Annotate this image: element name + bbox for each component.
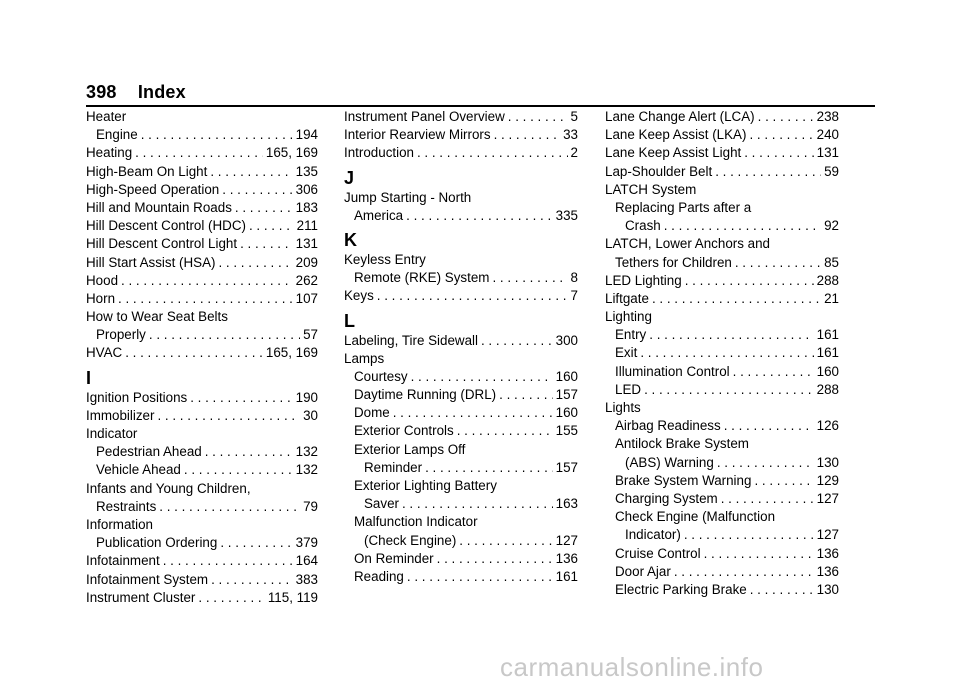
leader-dots <box>205 443 293 461</box>
index-entry <box>86 516 318 534</box>
entry-page-ref: 164 <box>295 553 318 569</box>
index-entry <box>344 332 578 350</box>
index-entry <box>86 163 318 181</box>
index-entry <box>86 407 318 425</box>
entry-label: Heating <box>86 145 133 161</box>
index-entry <box>86 344 318 362</box>
entry-label: Lane Keep Assist Light <box>605 145 742 161</box>
entry-page-ref: 130 <box>816 454 839 470</box>
index-entry <box>86 235 318 253</box>
entry-label: Immobilizer <box>86 407 155 423</box>
entry-label: America <box>354 207 404 223</box>
entry-label: Lap-Shoulder Belt <box>605 163 713 179</box>
entry-label: High-Speed Operation <box>86 181 220 197</box>
entry-label: Saver <box>364 496 399 512</box>
leader-dots <box>141 126 293 144</box>
section-letter: I <box>86 367 92 388</box>
leader-dots <box>721 490 814 508</box>
entry-page-ref: 129 <box>816 472 839 488</box>
entry-page-ref: 379 <box>295 535 318 551</box>
index-subentry <box>344 207 578 225</box>
entry-page-ref: 136 <box>816 545 839 561</box>
entry-page-ref: 194 <box>295 127 318 143</box>
index-subentry <box>344 513 578 531</box>
entry-label: Tethers for Children <box>615 254 732 270</box>
leader-dots <box>640 344 813 362</box>
index-entry <box>605 290 839 308</box>
index-entry <box>344 287 578 305</box>
index-column-3 <box>605 108 839 599</box>
entry-label: Exterior Lighting Battery <box>354 478 497 493</box>
leader-dots <box>220 534 292 552</box>
entry-label: Exit <box>615 345 638 361</box>
section-letter: J <box>344 167 355 188</box>
index-subentry <box>86 126 318 144</box>
entry-label: Illumination Control <box>615 363 730 379</box>
index-subentry <box>86 461 318 479</box>
leader-dots <box>190 389 292 407</box>
entry-label: Hill and Mountain Roads <box>86 199 232 215</box>
entry-label: Exterior Controls <box>354 423 454 439</box>
entry-label: Jump Starting - North <box>344 189 472 205</box>
index-subentry <box>605 217 839 235</box>
leader-dots <box>724 417 814 435</box>
entry-label: (Check Engine) <box>364 532 457 548</box>
leader-dots <box>249 217 294 235</box>
index-subentry <box>605 363 839 381</box>
entry-label: Indicator) <box>625 527 681 543</box>
entry-label: HVAC <box>86 345 123 361</box>
index-subentry <box>86 498 318 516</box>
index-subentry <box>605 199 839 217</box>
entry-label: Courtesy <box>354 368 408 384</box>
entry-label: Lighting <box>605 309 652 325</box>
entry-page-ref: 132 <box>295 462 318 478</box>
entry-label: Crash <box>625 218 661 234</box>
index-entry <box>344 251 578 269</box>
entry-label: Hill Descent Control Light <box>86 236 238 252</box>
entry-label: Ignition Positions <box>86 389 188 405</box>
entry-label: Entry <box>615 327 647 343</box>
entry-page-ref: 7 <box>570 288 578 304</box>
entry-page-ref: 131 <box>295 236 318 252</box>
entry-page-ref: 183 <box>295 199 318 215</box>
index-entry <box>605 235 839 253</box>
index-column-1 <box>86 108 318 607</box>
entry-page-ref: 155 <box>555 423 578 439</box>
index-entry <box>605 272 839 290</box>
index-subentry <box>605 326 839 344</box>
entry-label: Hood <box>86 272 119 288</box>
index-entry <box>344 126 578 144</box>
entry-page-ref: 157 <box>555 459 578 475</box>
page-number: 398 <box>86 82 117 102</box>
leader-dots <box>494 126 561 144</box>
page-title: Index <box>137 82 186 102</box>
entry-label: Daytime Running (DRL) <box>354 387 497 403</box>
index-entry <box>86 389 318 407</box>
leader-dots <box>235 199 293 217</box>
entry-page-ref: 79 <box>303 498 318 514</box>
leader-dots <box>735 254 821 272</box>
leader-dots <box>149 326 300 344</box>
index-entry <box>86 144 318 162</box>
entry-label: Check Engine (Malfunction <box>615 509 776 525</box>
leader-dots <box>198 589 264 607</box>
entry-label: Malfunction Indicator <box>354 514 478 530</box>
leader-dots <box>211 571 293 589</box>
leader-dots <box>733 363 814 381</box>
entry-label: Labeling, Tire Sidewall <box>344 332 478 348</box>
entry-page-ref: 160 <box>555 368 578 384</box>
index-subentry <box>344 441 578 459</box>
entry-page-ref: 33 <box>563 127 578 143</box>
entry-label: LED Lighting <box>605 272 682 288</box>
leader-dots <box>749 126 813 144</box>
entry-page-ref: 288 <box>816 272 839 288</box>
entry-page-ref: 131 <box>816 145 839 161</box>
index-subentry <box>605 545 839 563</box>
entry-page-ref: 383 <box>295 571 318 587</box>
entry-page-ref: 240 <box>816 127 839 143</box>
index-subentry <box>86 443 318 461</box>
entry-page-ref: 8 <box>570 270 578 286</box>
leader-dots <box>393 404 553 422</box>
entry-page-ref: 5 <box>570 109 578 124</box>
index-subentry <box>605 254 839 272</box>
leader-dots <box>649 326 813 344</box>
index-entry <box>86 425 318 443</box>
index-entry <box>86 108 318 126</box>
entry-label: LATCH System <box>605 181 697 197</box>
index-subentry <box>605 435 839 453</box>
entry-label: Cruise Control <box>615 545 701 561</box>
entry-page-ref: 262 <box>295 272 318 288</box>
index-column-2 <box>344 108 578 586</box>
index-subentry <box>605 381 839 399</box>
leader-dots <box>457 422 553 440</box>
index-subentry <box>344 477 578 495</box>
entry-page-ref: 161 <box>816 327 839 343</box>
entry-label: Reading <box>354 568 404 584</box>
leader-dots <box>402 495 553 513</box>
leader-dots <box>754 472 813 490</box>
leader-dots <box>499 386 553 404</box>
index-subentry <box>344 459 578 477</box>
entry-page-ref: 126 <box>816 418 839 434</box>
page-header <box>86 82 186 103</box>
entry-label: Heater <box>86 109 127 124</box>
entry-label: Remote (RKE) System <box>354 270 490 286</box>
entry-label: Infotainment System <box>86 571 209 587</box>
leader-dots <box>218 254 292 272</box>
entry-label: Vehicle Ahead <box>96 462 181 478</box>
entry-label: Publication Ordering <box>96 535 218 551</box>
entry-label: Exterior Lamps Off <box>354 441 466 457</box>
index-subentry <box>605 490 839 508</box>
index-subentry <box>344 404 578 422</box>
entry-label: Instrument Cluster <box>86 589 196 605</box>
index-subentry <box>605 344 839 362</box>
entry-label: Instrument Panel Overview <box>344 109 505 124</box>
leader-dots <box>744 144 813 162</box>
entry-page-ref: 163 <box>555 496 578 512</box>
index-subentry <box>344 568 578 586</box>
entry-page-ref: 2 <box>570 145 578 161</box>
leader-dots <box>135 144 263 162</box>
entry-page-ref: 165, 169 <box>265 145 318 161</box>
index-subentry <box>344 495 578 513</box>
entry-page-ref: 300 <box>555 332 578 348</box>
index-entry <box>86 217 318 235</box>
index-entry <box>605 181 839 199</box>
entry-label: Liftgate <box>605 290 649 306</box>
leader-dots <box>459 532 552 550</box>
leader-dots <box>508 108 568 126</box>
leader-dots <box>118 290 293 308</box>
entry-label: On Reminder <box>354 550 434 566</box>
entry-label: Dome <box>354 405 390 421</box>
index-entry <box>86 308 318 326</box>
entry-page-ref: 190 <box>295 389 318 405</box>
index-entry <box>86 571 318 589</box>
entry-page-ref: 335 <box>555 207 578 223</box>
entry-label: Reminder <box>364 459 423 475</box>
entry-label: Infants and Young Children, <box>86 480 251 496</box>
index-entry <box>344 350 578 368</box>
index-entry <box>86 254 318 272</box>
entry-page-ref: 30 <box>303 407 318 423</box>
index-entry <box>605 163 839 181</box>
leader-dots <box>684 526 814 544</box>
leader-dots <box>407 568 553 586</box>
index-entry <box>86 272 318 290</box>
entry-label: LED <box>615 381 642 397</box>
entry-page-ref: 161 <box>816 345 839 361</box>
index-subentry <box>344 532 578 550</box>
entry-page-ref: 288 <box>816 381 839 397</box>
entry-label: Keyless Entry <box>344 251 426 267</box>
entry-label: Infotainment <box>86 553 160 569</box>
section-letter: L <box>344 310 355 331</box>
entry-label: Horn <box>86 290 116 306</box>
index-entry <box>344 189 578 207</box>
leader-dots <box>159 498 300 516</box>
index-entry <box>86 552 318 570</box>
index-subentry <box>605 563 839 581</box>
entry-label: Indicator <box>86 426 138 441</box>
entry-page-ref: 21 <box>824 290 839 306</box>
entry-label: Information <box>86 516 153 532</box>
entry-label: Lamps <box>344 350 385 366</box>
leader-dots <box>652 290 821 308</box>
index-entry <box>605 126 839 144</box>
entry-page-ref: 132 <box>295 444 318 460</box>
entry-label: Lane Change Alert (LCA) <box>605 109 755 124</box>
entry-page-ref: 59 <box>824 163 839 179</box>
leader-dots <box>685 272 814 290</box>
entry-label: High-Beam On Light <box>86 163 208 179</box>
leader-dots <box>644 381 814 399</box>
leader-dots <box>411 368 553 386</box>
entry-label: Keys <box>344 288 374 304</box>
entry-label: Restraints <box>96 498 157 514</box>
entry-label: Brake System Warning <box>615 472 752 488</box>
leader-dots <box>121 272 293 290</box>
entry-page-ref: 209 <box>295 254 318 270</box>
entry-label: Hill Descent Control (HDC) <box>86 218 246 234</box>
entry-label: Interior Rearview Mirrors <box>344 127 491 143</box>
leader-dots <box>240 235 293 253</box>
entry-page-ref: 157 <box>555 387 578 403</box>
index-subentry <box>344 269 578 287</box>
leader-dots <box>222 181 292 199</box>
index-entry <box>86 480 318 498</box>
index-subentry <box>605 581 839 599</box>
entry-page-ref: 115, 119 <box>267 589 318 605</box>
leader-dots <box>437 550 553 568</box>
entry-page-ref: 130 <box>816 581 839 597</box>
entry-label: Charging System <box>615 490 718 506</box>
entry-label: How to Wear Seat Belts <box>86 309 228 325</box>
index-entry <box>605 108 839 126</box>
entry-page-ref: 238 <box>816 109 839 124</box>
section-letter: K <box>344 229 357 250</box>
entry-label: Lights <box>605 400 641 415</box>
entry-label: (ABS) Warning <box>625 454 714 470</box>
index-subentry <box>605 526 839 544</box>
entry-label: Antilock Brake System <box>615 436 749 452</box>
entry-page-ref: 85 <box>824 254 839 270</box>
index-entry <box>344 144 578 162</box>
entry-page-ref: 160 <box>555 405 578 421</box>
entry-label: Lane Keep Assist (LKA) <box>605 127 747 143</box>
entry-page-ref: 136 <box>816 563 839 579</box>
index-entry <box>86 589 318 607</box>
leader-dots <box>210 163 292 181</box>
leader-dots <box>664 217 821 235</box>
index-subentry <box>344 550 578 568</box>
header-rule <box>86 105 875 107</box>
index-entry <box>86 199 318 217</box>
leader-dots <box>184 461 293 479</box>
index-subentry <box>86 534 318 552</box>
leader-dots <box>750 581 814 599</box>
entry-label: Pedestrian Ahead <box>96 444 202 460</box>
entry-page-ref: 92 <box>824 218 839 234</box>
index-entry <box>86 181 318 199</box>
entry-page-ref: 127 <box>816 527 839 543</box>
entry-label: Hill Start Assist (HSA) <box>86 254 216 270</box>
entry-label: LATCH, Lower Anchors and <box>605 236 770 252</box>
index-subentry <box>344 422 578 440</box>
entry-label: Replacing Parts after a <box>615 199 752 215</box>
leader-dots <box>417 144 568 162</box>
index-subentry <box>605 454 839 472</box>
leader-dots <box>125 344 263 362</box>
leader-dots <box>704 545 814 563</box>
entry-page-ref: 306 <box>295 181 318 197</box>
leader-dots <box>717 454 814 472</box>
watermark: carmanualsonline.info <box>500 652 764 682</box>
entry-label: Properly <box>96 327 146 343</box>
entry-page-ref: 57 <box>303 327 318 343</box>
index-subentry <box>605 508 839 526</box>
index-subentry <box>605 472 839 490</box>
leader-dots <box>157 407 300 425</box>
index-subentry <box>344 386 578 404</box>
leader-dots <box>674 563 814 581</box>
entry-page-ref: 127 <box>816 490 839 506</box>
entry-page-ref: 135 <box>295 163 318 179</box>
leader-dots <box>481 332 553 350</box>
leader-dots <box>163 552 293 570</box>
index-subentry <box>605 417 839 435</box>
leader-dots <box>758 108 814 126</box>
entry-page-ref: 165, 169 <box>265 345 318 361</box>
entry-page-ref: 160 <box>816 363 839 379</box>
index-entry <box>605 144 839 162</box>
leader-dots <box>406 207 553 225</box>
entry-page-ref: 127 <box>555 532 578 548</box>
entry-page-ref: 161 <box>555 568 578 584</box>
entry-page-ref: 107 <box>295 290 318 306</box>
entry-label: Electric Parking Brake <box>615 581 747 597</box>
leader-dots <box>492 269 567 287</box>
leader-dots <box>715 163 821 181</box>
index-entry <box>605 399 839 417</box>
index-entry <box>344 108 578 126</box>
entry-page-ref: 136 <box>555 550 578 566</box>
index-subentry <box>86 326 318 344</box>
index-entry <box>86 290 318 308</box>
index-subentry <box>344 368 578 386</box>
leader-dots <box>425 459 553 477</box>
entry-label: Airbag Readiness <box>615 418 721 434</box>
entry-label: Introduction <box>344 145 414 161</box>
index-entry <box>605 308 839 326</box>
entry-label: Engine <box>96 127 138 143</box>
leader-dots <box>377 287 568 305</box>
entry-label: Door Ajar <box>615 563 671 579</box>
entry-page-ref: 211 <box>296 218 318 234</box>
